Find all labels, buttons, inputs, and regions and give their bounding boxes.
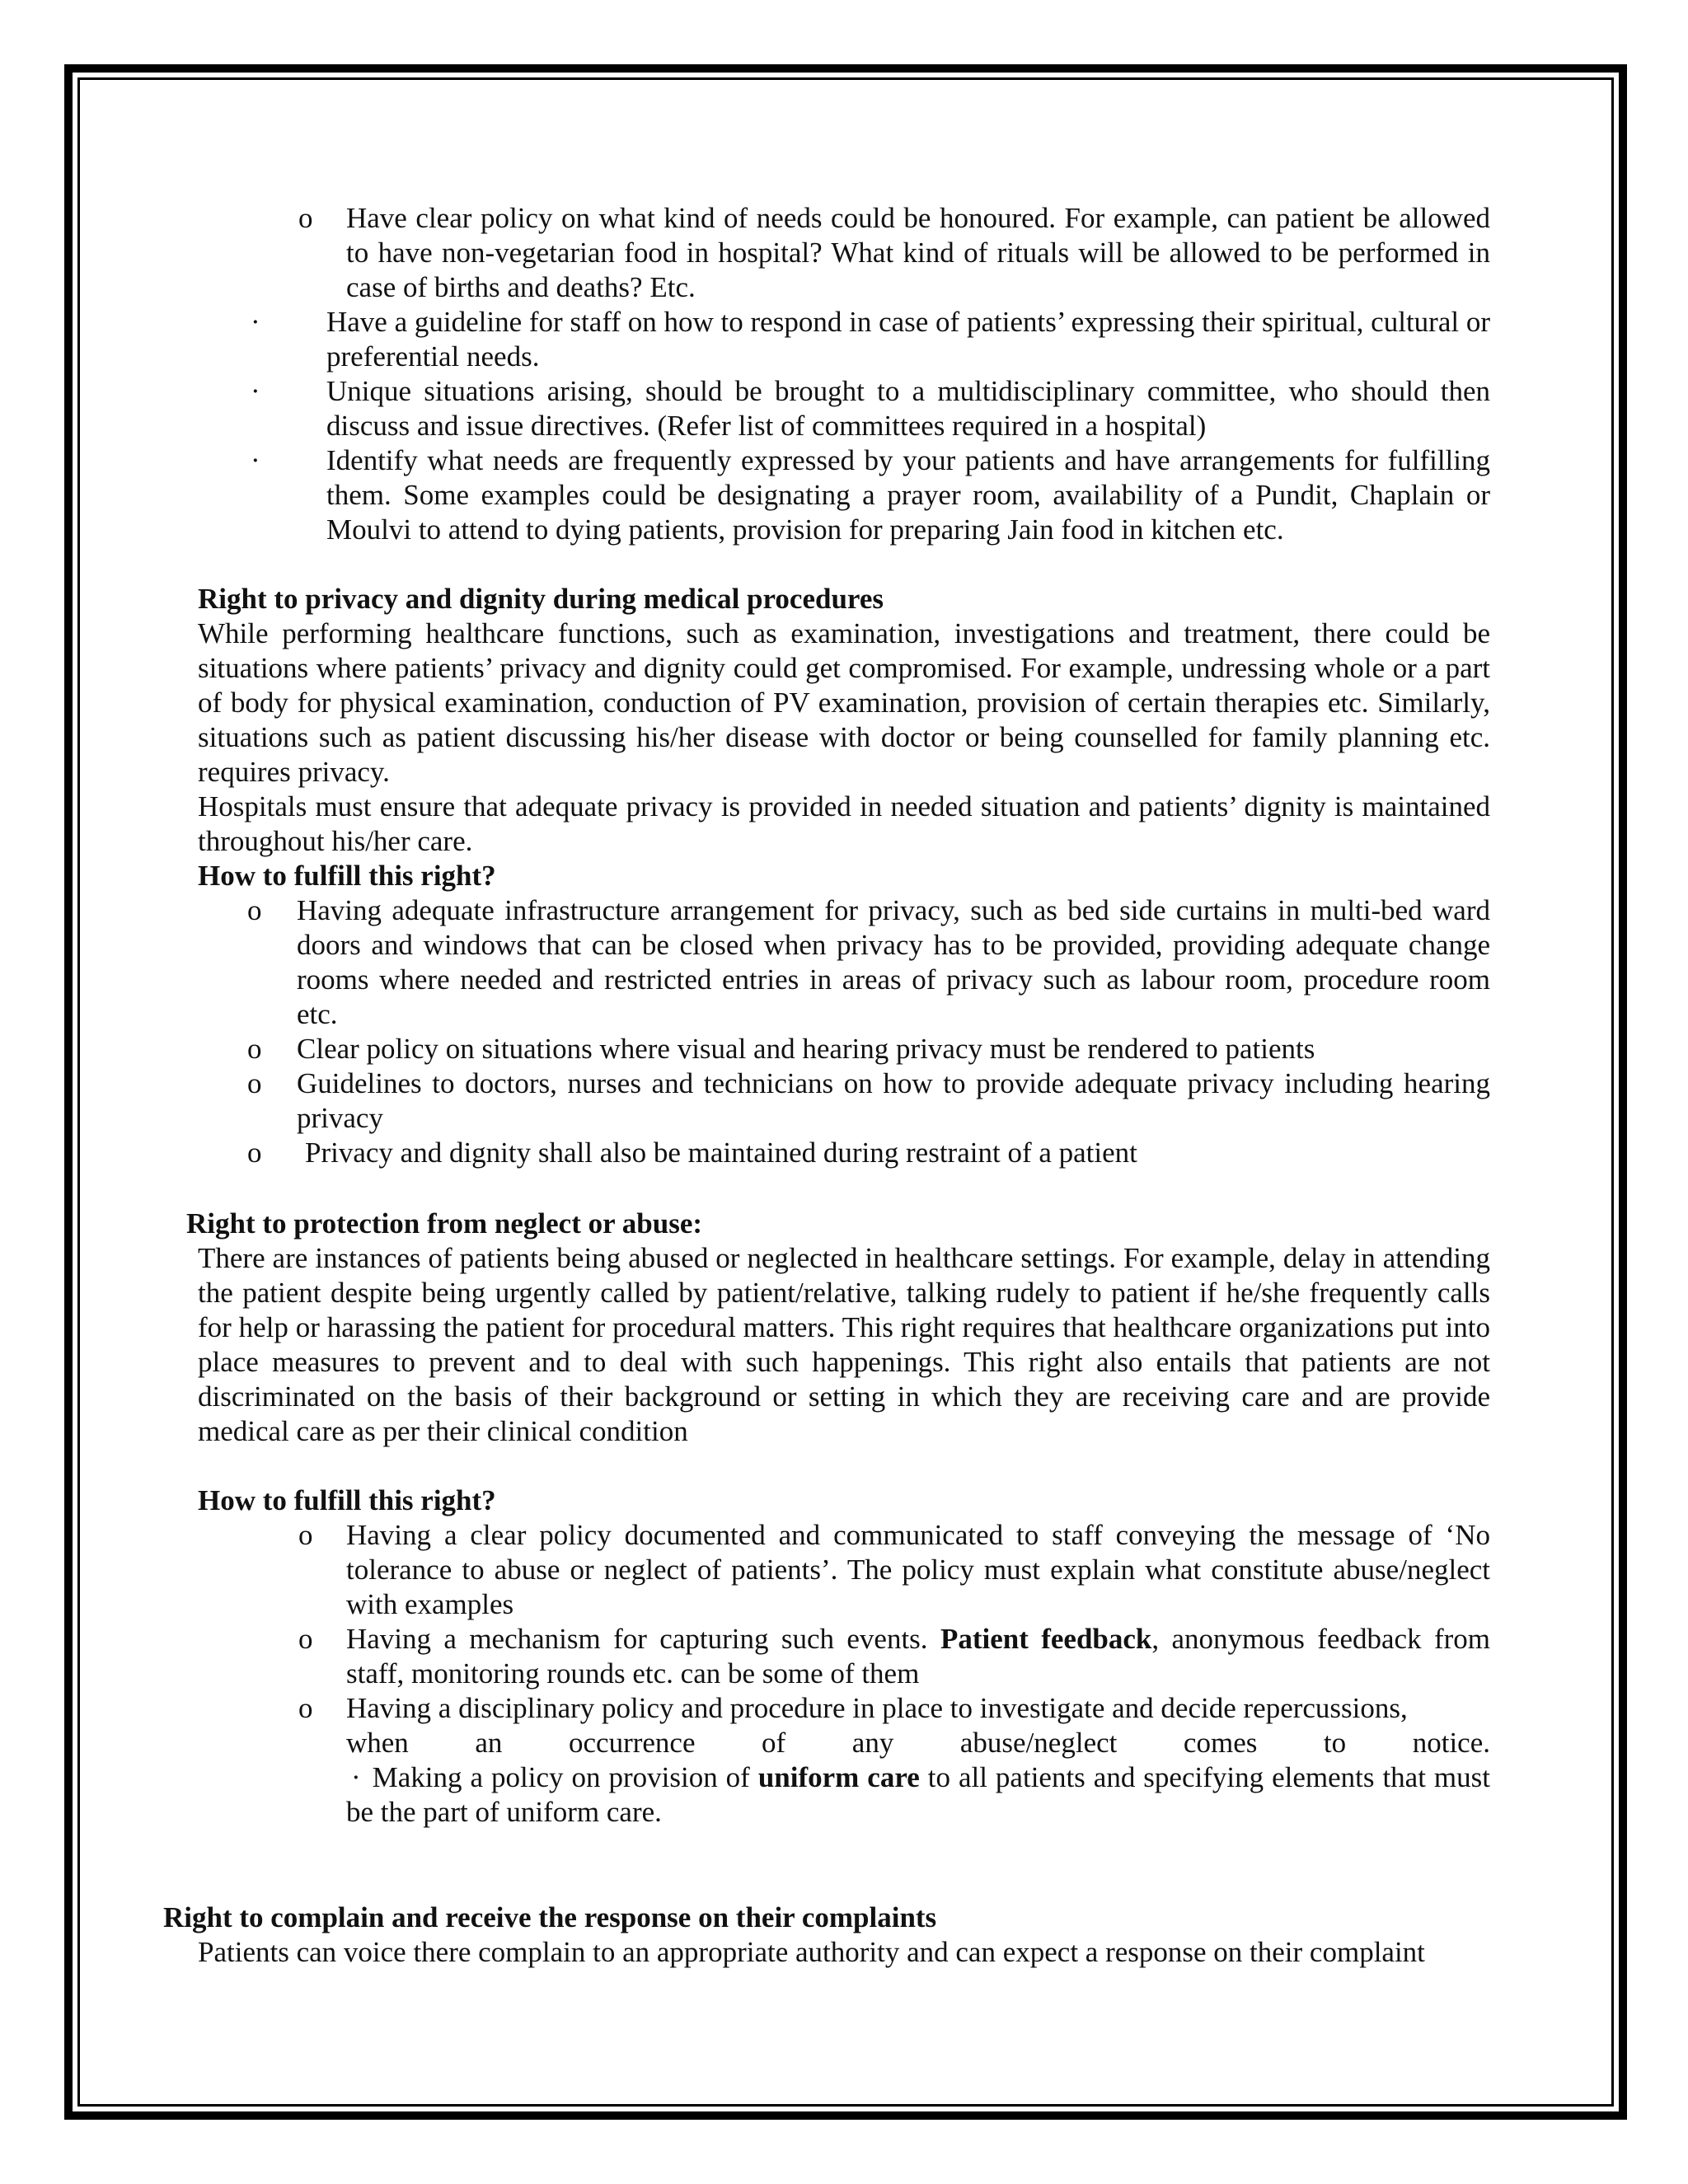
list-item-text: Have clear policy on what kind of needs could be honoured. For example, can patient be allowed to have non-vegetarian food in hospital? What kind of rituals will be allowed to be performed in case of births and deaths? Etc. (346, 202, 1490, 303)
list-item-text: Privacy and dignity shall also be maintained during restraint of a patient (305, 1137, 1137, 1169)
text-run: , anonymous feedback from staff, monitoring rounds etc. can be some of them (346, 1623, 1490, 1690)
circle-bullet-icon: o (298, 1519, 313, 1551)
paragraph: There are instances of patients being abused or neglected in healthcare settings. For example, delay in attending the patient despite being urgently called by patient/relative, talking rudely to patient if he/she frequently calls for help or harassing the patient for procedural matters. This right requires that healthcare organizations put into place measures to prevent and to deal with such happenings. This right also entails that patients are not discriminated on the basis of their background or setting in which they are receiving care and are provide medical care as per their clinical condition (198, 1242, 1490, 1447)
list-item-text: Having a clear policy documented and communicated to staff conveying the message of ‘No tolerance to abuse or neglect of patients’. The policy must explain what constitute abuse/neglect with examples (346, 1519, 1490, 1620)
emphasis-text: Patient feedback (940, 1623, 1152, 1655)
circle-bullet-icon: o (247, 1033, 262, 1065)
list-item-text: Unique situations arising, should be brought to a multidisciplinary committee, who should then discuss and issue directives. (Refer list of committees required in a hospital) (326, 375, 1490, 442)
text-line: when an occurrence of any abuse/neglect comes to notice. (346, 1727, 1490, 1759)
section-body (198, 616, 1490, 859)
list-item-text (346, 1622, 1490, 1691)
list-item-text: Have a guideline for staff on how to respond in case of patients’ expressing their spiritual, cultural or preferential needs. (326, 306, 1490, 373)
paragraph: While performing healthcare functions, such as examination, investigations and treatment, there could be situations where patients’ privacy and dignity could get compromised. For example, undressing whole or a part of body for physical examination, conduction of PV examination, provision of certain therapies etc. Similarly, situations such as patient discussing his/her disease with doctor or being counselled for family planning etc. requires privacy. (198, 617, 1490, 788)
text-run: Making a policy on provision of (372, 1761, 750, 1793)
section-heading: Right to protection from neglect or abuse: (186, 1207, 703, 1240)
dot-bullet-icon: · (351, 1761, 361, 1793)
subsection-heading: How to fulfill this right? (198, 1484, 496, 1516)
section-heading: Right to privacy and dignity during medical procedures (198, 583, 884, 615)
circle-bullet-icon: o (247, 894, 262, 926)
circle-bullet-icon: o (298, 1692, 313, 1724)
circle-bullet-icon: o (298, 1623, 313, 1655)
text-run: to all patients and specifying elements that must be the part of uniform care. (346, 1761, 1490, 1828)
text-run: Having a mechanism for capturing such events. (346, 1623, 928, 1655)
emphasis-text: uniform care (757, 1761, 920, 1793)
dot-bullet-icon: · (251, 444, 260, 476)
paragraph: Patients can voice there complain to an appropriate authority and can expect a response on their complaint (198, 1936, 1425, 1968)
subsection-heading: How to fulfill this right? (198, 860, 496, 892)
dot-bullet-icon: · (251, 375, 260, 407)
list-item-text: Having adequate infrastructure arrangement for privacy, such as bed side curtains in multi-bed ward doors and windows that can be closed when privacy has to be provided, providing adequate change rooms where needed and restricted entries in areas of privacy such as labour room, procedure room etc. (297, 894, 1490, 1030)
dot-bullet-icon: · (251, 306, 260, 338)
text-line (346, 1760, 1490, 1830)
list-item-text: Guidelines to doctors, nurses and technicians on how to provide adequate privacy including hearing privacy (297, 1067, 1490, 1134)
list-item-text (346, 1691, 1490, 1830)
circle-bullet-icon: o (247, 1137, 262, 1169)
circle-bullet-icon: o (298, 202, 313, 234)
section-heading: Right to complain and receive the response on their complaints (163, 1901, 937, 1933)
paragraph: Hospitals must ensure that adequate privacy is provided in needed situation and patients’ dignity is maintained throughout his/her care. (198, 790, 1490, 857)
circle-bullet-icon: o (247, 1067, 262, 1099)
text-line: Having a disciplinary policy and procedure in place to investigate and decide repercussions, (346, 1692, 1408, 1724)
list-item-text: Identify what needs are frequently expressed by your patients and have arrangements for fulfilling them. Some examples could be designating a prayer room, availability of a Pundit, Chaplain or Moulvi to attend to dying patients, provision for preparing Jain food in kitchen etc. (326, 444, 1490, 546)
list-item-text: Clear policy on situations where visual and hearing privacy must be rendered to patients (297, 1033, 1315, 1065)
